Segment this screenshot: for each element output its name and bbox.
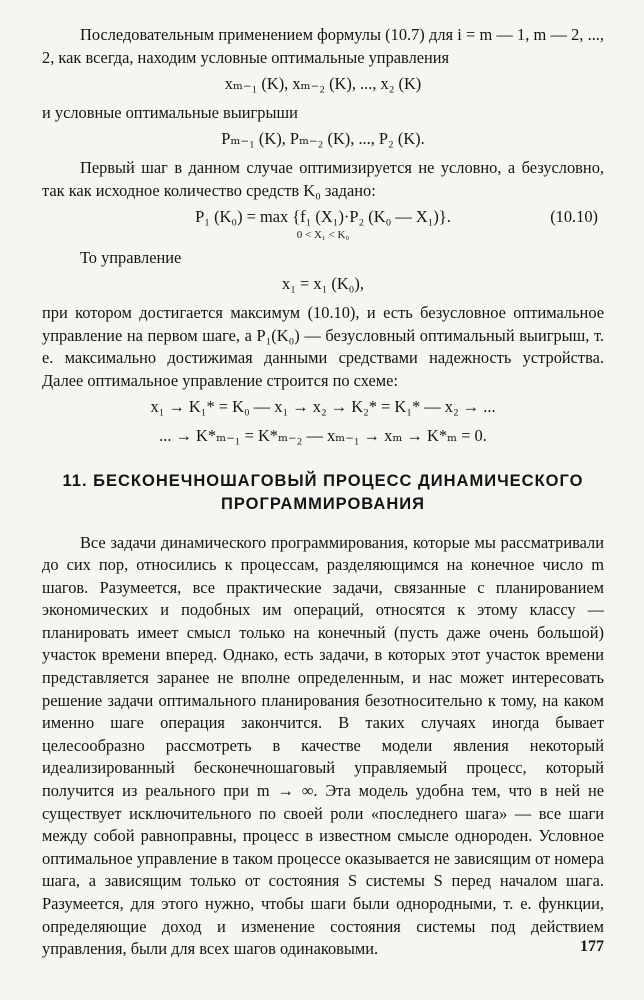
paragraph: То управление [80,247,182,267]
formula [42,206,604,241]
formula [42,396,604,419]
page-number: 177 [580,938,604,955]
formula-text: Pₘ₋₁ (K), Pₘ₋₂ (K), ..., P₂ (K). [221,129,425,149]
formula-subscript: 0 < X₁ < K₀ [296,228,350,241]
equation-number: (10.10) [550,207,598,227]
paragraph: Первый шаг в данном случае оптимизируется не условно, а безусловно, так как исходное количество средств K₀ задано: [42,157,604,200]
section-heading [42,470,604,516]
formula-text: ... → K*ₘ₋₁ = K*ₘ₋₂ — xₘ₋₁ → xₘ → K*ₘ = 0. [159,425,487,445]
formula [42,73,604,96]
paragraph: и условные оптимальные выигрыши [42,102,298,122]
paragraph: Последовательным применением формулы (10.7) для i = m — 1, m — 2, ..., 2, как всегда, находим условные оптимальные управления [42,25,604,67]
formula-text: P₁ (K₀) = max {f₁ (X₁)·P₂ (K₀ — X₁)}. [195,207,451,227]
formula [42,425,604,448]
formula [42,128,604,151]
formula [42,273,604,296]
formula-text: x₁ → K₁* = K₀ — x₁ → x₂ → K₂* = K₁* — x₂ → ... [150,397,496,417]
heading-line: ПРОГРАММИРОВАНИЯ [221,494,425,513]
paragraph: Все задачи динамического программирования, которые мы рассматривали до сих пор, относились к процессам, разделяющимся на конечное число m шагов. Разумеется, все практические задачи, связанные с планированием экономических и подобных им операций, относятся к этому классу — планировать имеет смысл только на конечный (пусть даже очень большой) участок времени вперед. Однако, есть задачи, в которых этот участок времени представляется заранее не вполне определенным, и нас может интересовать решение задачи оптимального планирования безотносительно к тому, на каком именно шаге операция закончится. В таких случаях иногда бывает целесообразно рассмотреть в качестве модели явления некоторый идеализированный бесконечношаговый управляемый процесс, который получится из реального при m → ∞. Эта модель удобна тем, что в ней не существует исключительного по своей роли «последнего шага» — все шаги между собой равноправны, процесс в известном смысле однороден. Условное оптимальное управление в таком процессе оказывается не зависящим от номера шага, а зависящим только от состояния S системы S перед началом шага. Разумеется, для этого нужно, чтобы шаги были однородными, т. е. функции, определяющие доход и изменение состояния системы под действием управления, были для всех шагов одинаковыми. [42,532,604,959]
heading-line: 11. БЕСКОНЕЧНОШАГОВЫЙ ПРОЦЕСС ДИНАМИЧЕСКОГО [62,471,584,490]
paragraph: при котором достигается максимум (10.10), и есть безусловное оптимальное управление на первом шаге, а P₁(K₀) — безусловный оптимальный выигрыш, т. е. максимально достижимая данными средствами надежность устройства. Далее оптимальное управление строится по схеме: [42,302,604,390]
formula-text: x₁ = x₁ (K₀), [282,274,364,294]
page-body [42,24,604,961]
formula-text: xₘ₋₁ (K), xₘ₋₂ (K), ..., x₂ (K) [224,74,422,94]
